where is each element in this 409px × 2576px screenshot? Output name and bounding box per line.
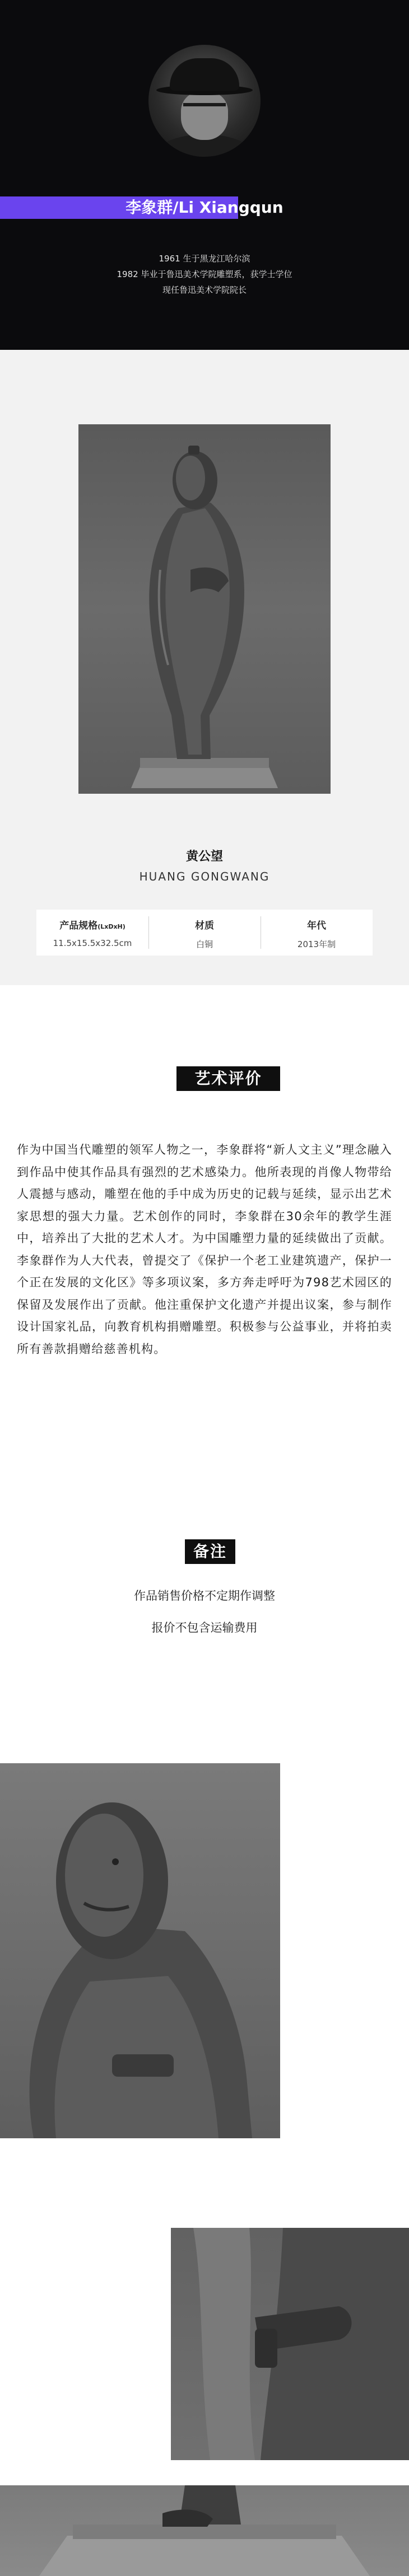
bio-line: 现任鲁迅美术学院院长 (162, 285, 247, 295)
note-line: 报价不包含运输费用 (151, 1621, 258, 1634)
artwork-title: 黄公望 (185, 850, 223, 864)
bio-line: 1982 毕业于鲁迅美术学院雕塑系，获学士学位 (117, 269, 292, 279)
spec-label-suffix: (LxDxH) (97, 923, 126, 930)
artwork-title-english: HUANG GONGWANG (139, 870, 270, 883)
bio-line: 1961 生于黑龙江哈尔滨 (159, 254, 250, 264)
spec-card (36, 910, 373, 956)
evaluation-text: 作为中国当代雕塑的领军人物之一，李象群将“新人文主义”理念融入到作品中使其作品具有强烈的艺术感染力。他所表现的肖像人物带给人震撼与感动，雕塑在他的手中成为历史的记载与延续，显示出艺术家思想的强大力量。艺术创作的同时，李象群在30余年的教学生涯中，培养出了大批的艺术人才。为中国雕塑力量的延续做出了贡献。李象群作为人大代表，曾提交了《保护一个老工业建筑遗产，保护一个正在发展的文化区》等多项议案，多方奔走呼吁为798艺术园区的保留及发展作出了贡献。他注重保护文化遗产并提出议案，参与制作设计国家礼品，向教育机构捐赠雕塑。积极参与公益事业，并将拍卖所有善款捐赠给慈善机构。 (17, 1143, 392, 1356)
spec-label: 产品规格 (59, 920, 98, 931)
spec-label: 材质 (195, 920, 214, 931)
evaluation-heading: 艺术评价 (176, 1066, 280, 1091)
artist-bio (0, 251, 409, 298)
sculpture-detail-photo-hand (171, 2228, 409, 2460)
spec-value: 11.5x15.5x32.5cm (53, 938, 132, 948)
spec-value: 白铜 (196, 939, 213, 949)
sculpture-detail-photo-head (0, 1763, 280, 2138)
spec-value: 2013年制 (297, 939, 336, 949)
artist-avatar (148, 45, 261, 157)
sculpture-detail-photo-base (0, 2485, 409, 2576)
spec-year (261, 910, 373, 956)
spec-material (148, 910, 261, 956)
notes-heading: 备注 (185, 1539, 235, 1564)
artist-name: 李象群/Li Xiangqun (126, 198, 283, 217)
spec-size (36, 910, 148, 956)
note-line: 作品销售价格不定期作调整 (134, 1589, 275, 1603)
spec-label: 年代 (307, 920, 326, 931)
sculpture-photo (78, 424, 331, 794)
